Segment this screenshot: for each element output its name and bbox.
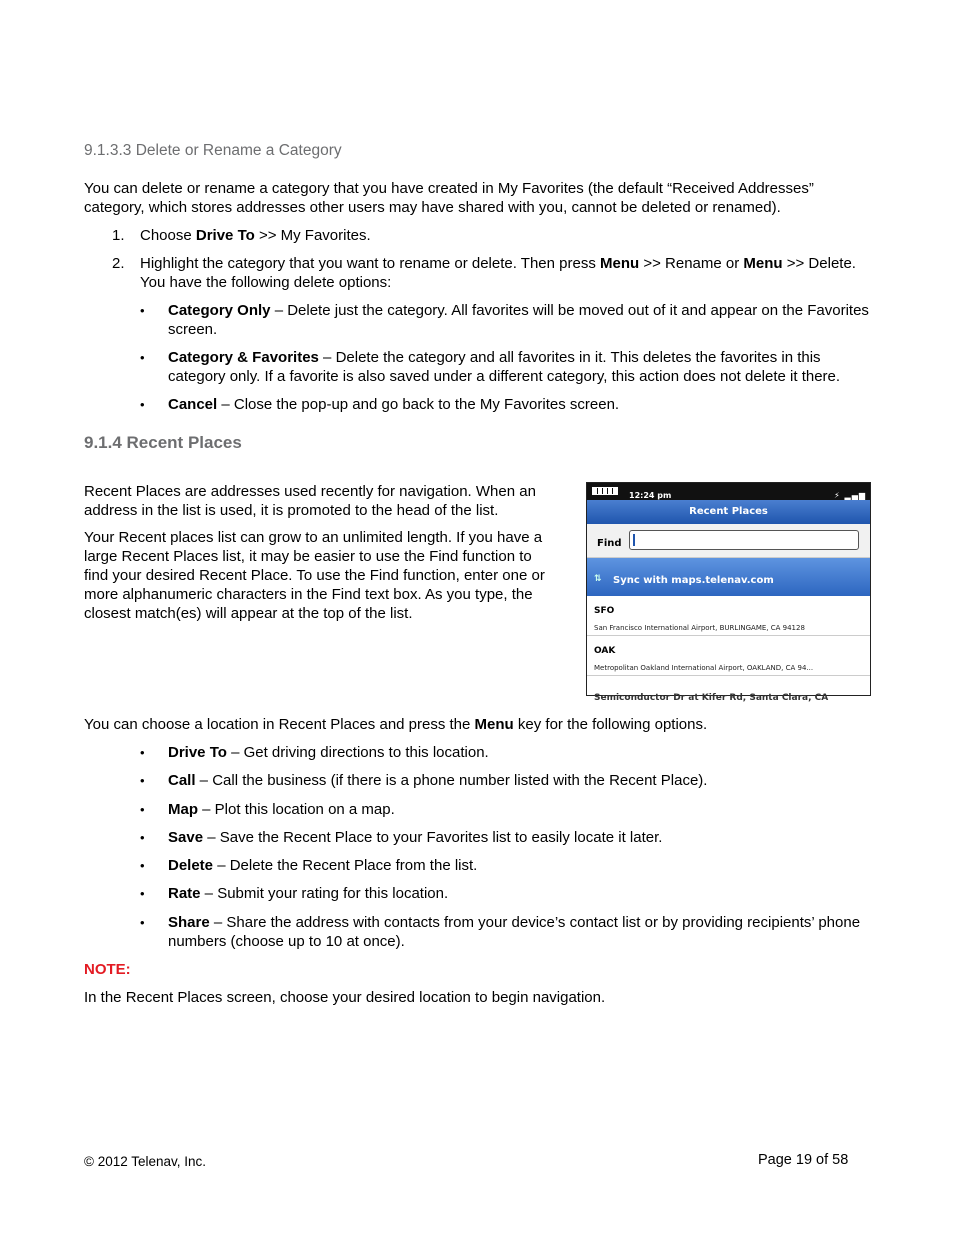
footer-page-number: Page 19 of 58 bbox=[758, 1152, 849, 1168]
step-number: 2. bbox=[112, 255, 125, 272]
section-heading: 9.1.4 Recent Places bbox=[84, 433, 242, 452]
status-bar bbox=[587, 483, 870, 500]
footer-copyright: © 2012 Telenav, Inc. bbox=[84, 1154, 207, 1169]
recent-places-screenshot bbox=[586, 482, 871, 703]
step-number: 1. bbox=[112, 227, 125, 244]
signal-icon: ⚡ ▂▄▆ bbox=[834, 491, 866, 500]
bullet-icon: • bbox=[140, 350, 145, 365]
list-item: SFO San Francisco International Airport, BURLINGAME, CA 94128 bbox=[587, 596, 870, 636]
subsection-heading: 9.1.3.3 Delete or Rename a Category bbox=[84, 142, 342, 159]
list-item: OAK Metropolitan Oakland International Airport, OAKLAND, CA 94... bbox=[587, 636, 870, 676]
sync-row: ⇅ Sync with maps.telenav.com bbox=[587, 558, 870, 596]
battery-icon bbox=[592, 487, 618, 495]
sync-icon: ⇅ bbox=[594, 574, 602, 584]
screen-title: Recent Places bbox=[587, 500, 870, 524]
list-item-cut-off: Semiconductor Dr at Kifer Rd, Santa Clara, CA bbox=[594, 693, 829, 703]
intro-paragraph: You can delete or rename a category that you have created in My Favorites (the default “Received Addresses” category, which stores addresses other users may have shared with you, cannot be deleted or renamed). bbox=[84, 180, 814, 216]
menu-intro: You can choose a location in Recent Places and press the Menu key for the following options. bbox=[84, 716, 708, 733]
text-caret bbox=[633, 534, 635, 546]
status-time: 12:24 pm bbox=[629, 491, 672, 500]
bullet-icon: • bbox=[140, 915, 145, 930]
bullet-icon: • bbox=[140, 830, 145, 845]
recent-paragraph-1: Recent Places are addresses used recently for navigation. When an address in the list is used, it is promoted to the head of the list. bbox=[84, 483, 536, 519]
bullet-icon: • bbox=[140, 745, 145, 760]
bullet-icon: • bbox=[140, 303, 145, 318]
bullet-icon: • bbox=[140, 886, 145, 901]
find-label: Find bbox=[597, 538, 622, 549]
bullet-icon: • bbox=[140, 802, 145, 817]
bullet-icon: • bbox=[140, 773, 145, 788]
find-input bbox=[629, 530, 859, 550]
note-label: NOTE: bbox=[84, 961, 131, 978]
bullet-icon: • bbox=[140, 858, 145, 873]
note-text: In the Recent Places screen, choose your desired location to begin navigation. bbox=[84, 989, 606, 1006]
recent-paragraph-2: Your Recent places list can grow to an unlimited length. If you have a large Recent Places list, it may be easier to use the Find function to find your desired Recent Place. To use the Find function, enter one or more alphanumeric characters in the Find text box. As you type, the closest match(es) will appear at the top of the list. bbox=[84, 529, 545, 622]
find-bar bbox=[587, 524, 870, 558]
bullet-icon: • bbox=[140, 397, 145, 412]
